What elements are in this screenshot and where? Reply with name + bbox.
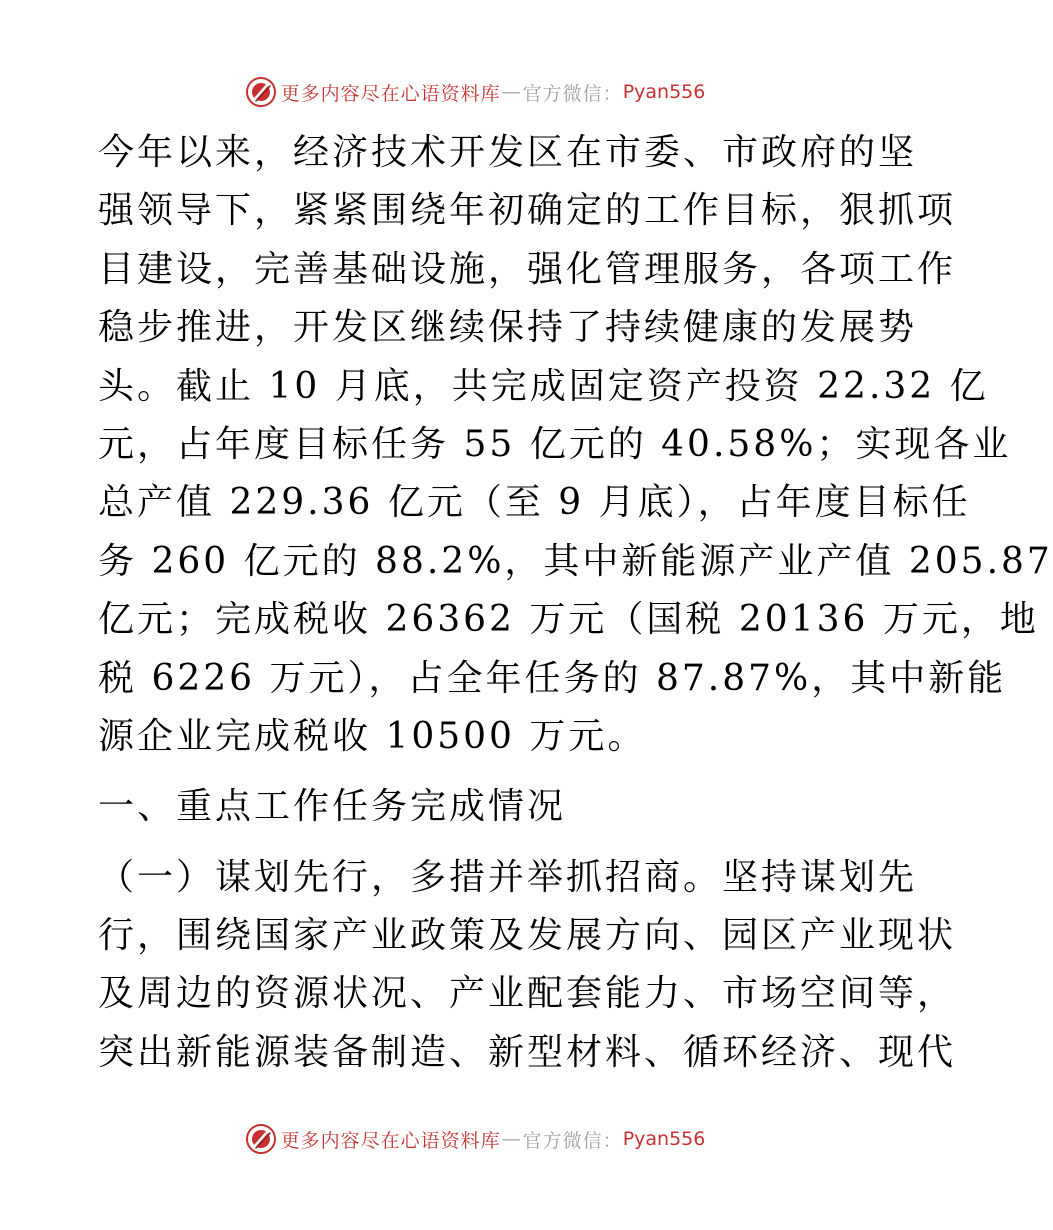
document-body	[98, 124, 1053, 1082]
watermark-separator: —	[501, 81, 522, 103]
brand-logo-icon	[245, 76, 277, 108]
text-line: 行，围绕国家产业政策及发展方向、园区产业现状	[98, 915, 957, 957]
text-line: 税 6226 万元），占全年任务的 87.87%，其中新能	[98, 657, 1007, 699]
text-line: 目建设，完善基础设施，强化管理服务，各项工作	[98, 248, 957, 290]
text-line: 突出新能源装备制造、新型材料、循环经济、现代	[98, 1031, 957, 1073]
text-line: 亿元；完成税收 26362 万元（国税 20136 万元，地	[98, 599, 1039, 641]
watermark-site-name: 更多内容尽在心语资料库	[280, 82, 501, 105]
text-line: 及周边的资源状况、产业配套能力、市场空间等，	[98, 973, 957, 1015]
text-line: 今年以来，经济技术开发区在市委、市政府的坚	[98, 132, 918, 173]
text-line: 稳步推进，开发区继续保持了持续健康的发展势	[98, 307, 918, 349]
text-line: 源企业完成税收 10500 万元。	[98, 715, 647, 757]
watermark-official-label: 官方微信：	[522, 1129, 623, 1152]
brand-logo-icon	[245, 1123, 277, 1155]
section-heading: 一、重点工作任务完成情况	[98, 786, 567, 828]
text-line: 总产值 229.36 亿元（至 9 月底），占年度目标任	[98, 482, 971, 524]
footer-watermark	[0, 1119, 950, 1159]
watermark-wechat-id: Pyan556	[622, 1128, 706, 1150]
text-line: 强领导下，紧紧围绕年初确定的工作目标，狠抓项	[98, 190, 957, 232]
header-watermark	[0, 72, 950, 112]
watermark-separator: —	[501, 1128, 522, 1150]
text-line: 头。截止 10 月底，共完成固定资产投资 22.32 亿	[98, 365, 989, 407]
text-line: （一）谋划先行，多措并举抓招商。坚持谋划先	[98, 856, 918, 898]
paragraph-intro	[98, 124, 1053, 766]
watermark-wechat-id: Pyan556	[622, 81, 706, 103]
text-line: 元，占年度目标任务 55 亿元的 40.58%；实现各业	[98, 423, 1012, 465]
watermark-official-label: 官方微信：	[522, 82, 623, 105]
watermark-site-name: 更多内容尽在心语资料库	[280, 1129, 501, 1152]
paragraph-section-1	[98, 849, 957, 1083]
text-line: 务 260 亿元的 88.2%，其中新能源产业产值 205.87	[98, 540, 1053, 582]
